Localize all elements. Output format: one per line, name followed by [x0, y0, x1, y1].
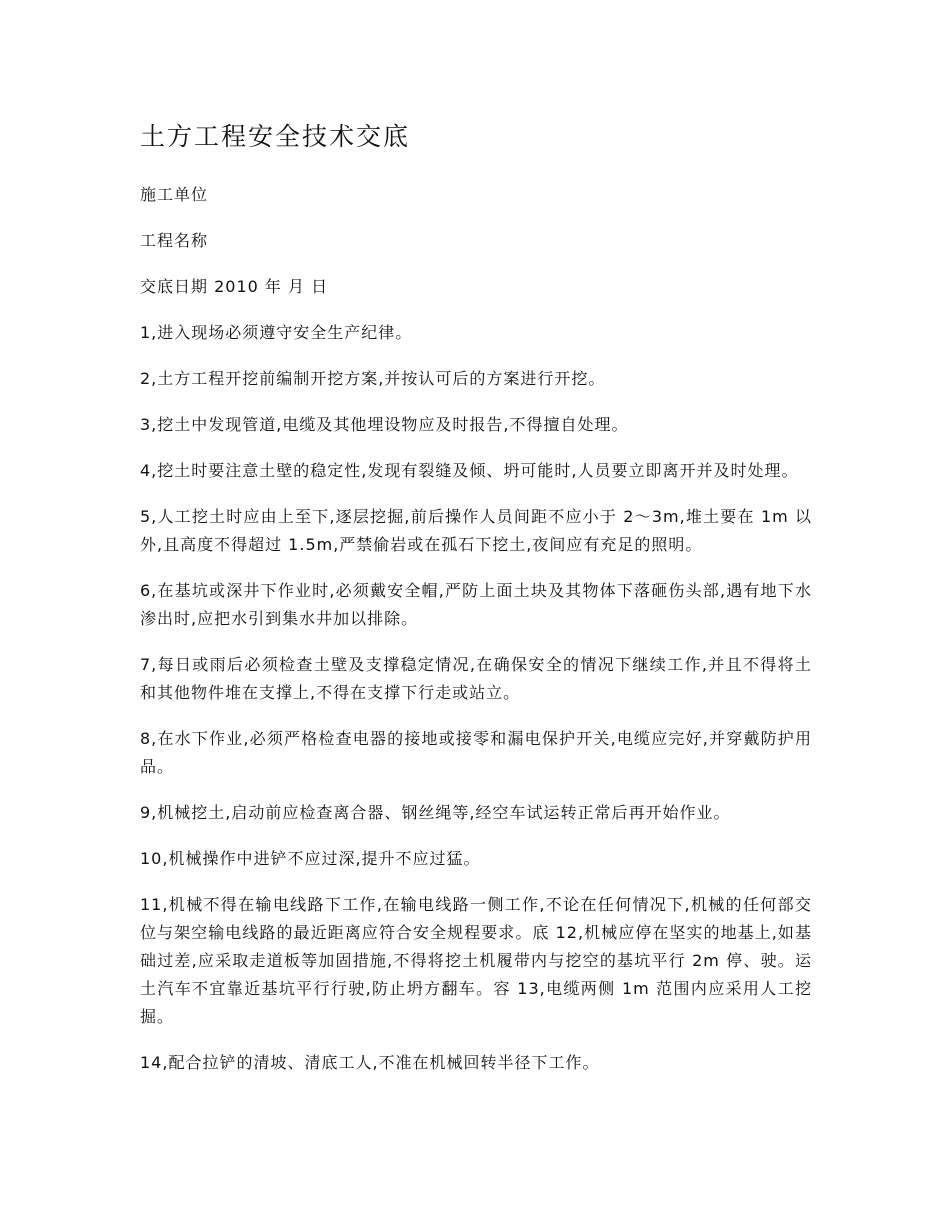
construction-unit-label: 施工单位 [140, 185, 209, 204]
rule-item-8: 8,在水下作业,必须严格检查电器的接地或接零和漏电保护开关,电缆应完好,并穿戴防护用品。 [140, 729, 812, 776]
rule-item-9: 9,机械挖土,启动前应检查离合器、钢丝绳等,经空车试运转正常后再开始作业。 [140, 803, 731, 822]
document-title: 土方工程安全技术交底 [140, 122, 411, 151]
rule-item-7: 7,每日或雨后必须检查土壁及支撑稳定情况,在确保安全的情况下继续工作,并且不得将土和其他物件堆在支撑上,不得在支撑下行走或站立。 [140, 655, 812, 702]
project-name-label: 工程名称 [140, 231, 209, 250]
rule-item-14: 14,配合拉铲的清坡、清底工人,不准在机械回转半径下工作。 [140, 1053, 600, 1072]
rule-item-2: 2,土方工程开挖前编制开挖方案,并按认可后的方案进行开挖。 [140, 369, 606, 388]
rule-item-5: 5,人工挖土时应由上至下,逐层挖掘,前后操作人员间距不应小于 2～3m,堆土要在 1m 以外,且高度不得超过 1.5m,严禁偷岩或在孤石下挖土,夜间应有充足的照明。 [140, 507, 812, 554]
rule-item-10: 10,机械操作中进铲不应过深,提升不应过猛。 [140, 849, 481, 868]
rule-item-1: 1,进入现场必须遵守安全生产纪律。 [140, 323, 413, 342]
rule-item-6: 6,在基坑或深井下作业时,必须戴安全帽,严防上面土块及其物体下落砸伤头部,遇有地下水渗出时,应把水引到集水井加以排除。 [140, 581, 812, 628]
rule-item-11-13: 11,机械不得在输电线路下工作,在输电线路一侧工作,不论在任何情况下,机械的任何部交位与架空输电线路的最近距离应符合安全规程要求。底 12,机械应停在坚实的地基上,如基础过差,应采取走道板等加固措施,不得将挖土机履带内与挖空的基坑平行 2m 停、驶。运土汽车不宜靠近基坑平行行驶,防止坍方翻车。容 13,电缆两侧 1m 范围内应采用人工挖掘。 [140, 895, 812, 1026]
document-page [140, 115, 812, 1095]
briefing-date-label: 交底日期 2010 年 月 日 [140, 277, 329, 296]
rule-item-3: 3,挖土中发现管道,电缆及其他埋设物应及时报告,不得擅自处理。 [140, 415, 629, 434]
rule-item-4: 4,挖土时要注意土壁的稳定性,发现有裂缝及倾、坍可能时,人员要立即离开并及时处理。 [140, 461, 799, 480]
